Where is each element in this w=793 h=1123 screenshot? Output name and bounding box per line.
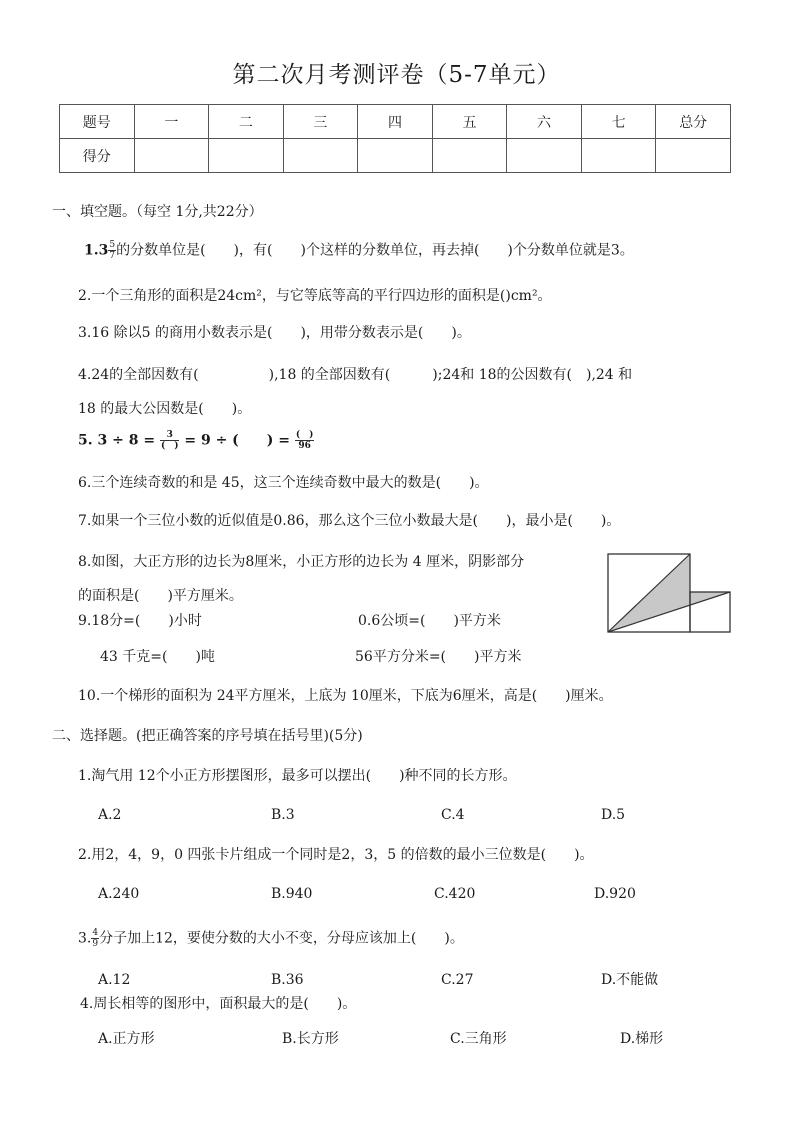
- option-a: A.正方形: [98, 1031, 155, 1047]
- question-2-1: 1.淘气用 12个小正方形摆图形，最多可以摆出( )种不同的长方形。: [78, 768, 517, 784]
- score-cell[interactable]: [507, 139, 582, 173]
- question-1-8-line1: 8.如图，大正方形的边长为8厘米，小正方形的边长为 4 厘米，阴影部分: [78, 554, 525, 570]
- question-1-9-d: 56平方分米=( )平方米: [355, 649, 522, 665]
- question-1-6: 6.三个连续奇数的和是 45，这三个连续奇数中最大的数是( )。: [78, 475, 489, 491]
- score-table-header-cell: 二: [209, 105, 284, 139]
- score-table-header-row: [60, 105, 731, 139]
- q1-1-fraction: $\frac{5}{7}$: [109, 240, 116, 261]
- question-2-4: 4.周长相等的图形中，面积最大的是( )。: [80, 996, 357, 1012]
- option-c: C.420: [434, 886, 476, 902]
- question-1-2: 2.一个三角形的面积是24cm²，与它等底等高的平行四边形的面积是()cm²。: [78, 288, 552, 304]
- option-b: B.36: [271, 972, 304, 988]
- score-table-header-cell: 五: [432, 105, 507, 139]
- q2-3-fraction: $\frac{4}{9}$: [92, 928, 99, 949]
- option-c: C.27: [441, 972, 474, 988]
- score-cell[interactable]: [283, 139, 358, 173]
- score-cell[interactable]: [209, 139, 284, 173]
- section2-heading: 二、选择题。(把正确答案的序号填在括号里)(5分): [52, 728, 363, 744]
- option-c: C.三角形: [450, 1031, 507, 1047]
- option-a: A.12: [98, 972, 131, 988]
- question-1-3: 3.16 除以5 的商用小数表示是( )，用带分数表示是( )。: [78, 325, 471, 341]
- question-1-1: [84, 240, 634, 261]
- score-table-header-cell: 六: [507, 105, 582, 139]
- score-cell[interactable]: [656, 139, 731, 173]
- score-table-header-cell: 题号: [60, 105, 135, 139]
- question-1-7: 7.如果一个三位小数的近似值是0.86，那么这个三位小数最大是( )，最小是( )。: [78, 513, 621, 529]
- score-table-header-cell: 一: [134, 105, 209, 139]
- question-1-9-c: 43 千克=( )吨: [100, 649, 215, 665]
- q1-5-mid: = 9 ÷ ( ) =: [184, 432, 291, 449]
- q1-5-fraction-b: $\frac{( )}{96}$: [295, 430, 314, 451]
- question-1-9-b: 0.6公顷=( )平方米: [358, 613, 501, 629]
- q2-3-text: 分子加上12，要使分数的大小不变，分母应该加上( )。: [99, 930, 464, 947]
- q2-3-prefix: 3.: [78, 930, 92, 947]
- question-1-9-a: 9.18分=( )小时: [78, 613, 202, 629]
- question-2-3: [78, 928, 464, 949]
- score-cell[interactable]: [134, 139, 209, 173]
- option-d: D.920: [594, 886, 636, 902]
- option-a: A.240: [98, 886, 140, 902]
- question-1-10: 10.一个梯形的面积为 24平方厘米，上底为 10厘米，下底为6厘米，高是( )厘米。: [78, 688, 613, 704]
- question-2-2: 2.用2，4，9，0 四张卡片组成一个同时是2，3，5 的倍数的最小三位数是( )。: [78, 847, 594, 863]
- question-1-4-line2: 18 的最大公因数是( )。: [78, 401, 252, 417]
- shaded-region: [608, 554, 730, 632]
- option-d: D.不能做: [601, 972, 659, 988]
- score-cell[interactable]: [581, 139, 656, 173]
- question-1-8-line2: 的面积是( )平方厘米。: [78, 588, 243, 604]
- score-cell[interactable]: [432, 139, 507, 173]
- score-cell[interactable]: [358, 139, 433, 173]
- option-d: D.梯形: [620, 1031, 664, 1047]
- option-c: C.4: [441, 807, 465, 823]
- option-d: D.5: [601, 807, 626, 823]
- page-title: 第二次月考测评卷（5-7单元）: [232, 62, 561, 88]
- option-b: B.940: [271, 886, 313, 902]
- q1-1-prefix: 1.3: [84, 242, 109, 259]
- question-1-5: [78, 430, 314, 451]
- option-a: A.2: [98, 807, 122, 823]
- score-table-row-label: 得分: [60, 139, 135, 173]
- option-b: B.长方形: [282, 1031, 339, 1047]
- score-table: [59, 104, 731, 173]
- q1-5-fraction-a: $\frac{3}{( )}$: [160, 430, 179, 451]
- squares-figure: [606, 552, 734, 634]
- score-table-header-cell: 三: [283, 105, 358, 139]
- score-table-header-cell: 四: [358, 105, 433, 139]
- q1-1-text: 的分数单位是( )，有( )个这样的分数单位，再去掉( )个分数单位就是3。: [116, 242, 634, 259]
- q1-5-lead: 5. 3 ÷ 8 =: [78, 432, 156, 449]
- score-table-header-cell: 七: [581, 105, 656, 139]
- score-table-header-cell: 总分: [656, 105, 731, 139]
- option-b: B.3: [271, 807, 295, 823]
- question-1-4-line1: 4.24的全部因数有( ),18 的全部因数有( );24和 18的公因数有( ),24 和: [78, 367, 633, 383]
- score-table-score-row: [60, 139, 731, 173]
- section1-heading: 一、填空题。（每空 1分,共22分）: [52, 204, 263, 220]
